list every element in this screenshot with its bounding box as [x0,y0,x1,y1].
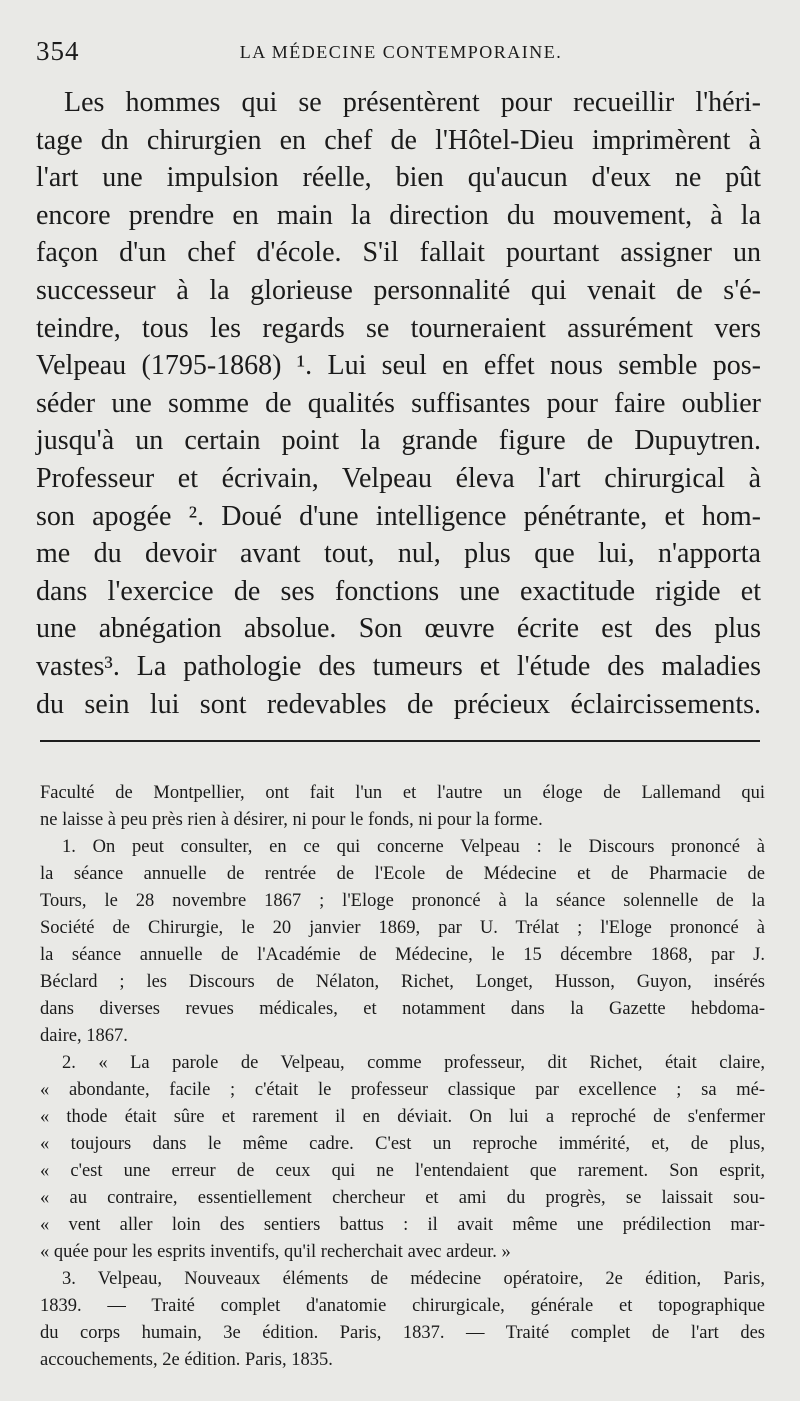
footnote-line: Tours, le 28 novembre 1867 ; l'Eloge prononcé à la séance solennelle de la [40,891,765,911]
footnote-separator [40,740,760,742]
running-head: LA MÉDECINE CONTEMPORAINE. [239,42,563,62]
body-line: me du devoir avant tout, nul, plus que lui, n'apporta [36,538,761,570]
body-line: l'art une impulsion réelle, bien qu'aucun d'eux ne pût [36,162,761,194]
body-line: Professeur et écrivain, Velpeau éleva l'art chirurgical à [36,462,761,494]
footnote-1: 1. On peut consulter, en ce qui concerne Velpeau : le Discours prononcé à [62,837,765,857]
body-line: Velpeau (1795-1868) ¹. Lui seul en effet nous semble pos- [36,350,761,382]
body-line: dans l'exercice de ses fonctions une exactitude rigide et [36,575,761,607]
main-text [36,84,761,723]
footnote-line: Faculté de Montpellier, ont fait l'un et l'autre un éloge de Lallemand qui [40,783,765,803]
footnote-line: la séance annuelle de rentrée de l'Ecole de Médecine et de Pharmacie de [40,864,765,884]
footnote-line: daire, 1867. [40,1026,128,1046]
footnote-line: Béclard ; les Discours de Nélaton, Richet, Longet, Husson, Guyon, insérés [40,972,765,992]
body-line: du sein lui sont redevables de précieux éclaircissements. [36,688,761,720]
body-line: vastes³. La pathologie des tumeurs et l'étude des maladies [36,650,761,682]
body-line: jusqu'à un certain point la grande figure de Dupuytren. [36,425,761,457]
footnote-line: accouchements, 2e édition. Paris, 1835. [40,1350,333,1370]
page-header [36,36,766,76]
body-line: tage dn chirurgien en chef de l'Hôtel-Dieu imprimèrent à [36,124,761,156]
footnotes [40,780,765,1374]
body-line: son apogée ². Doué d'une intelligence pénétrante, et hom- [36,500,761,532]
body-line: façon d'un chef d'école. S'il fallait pourtant assigner un [36,237,761,269]
body-line: teindre, tous les regards se tourneraient assurément vers [36,312,761,344]
footnote-line: « vent aller loin des sentiers battus : il avait même une prédilection mar- [40,1215,765,1235]
footnote-line: « thode était sûre et rarement il en déviait. On lui a reproché de s'enfermer [40,1107,765,1127]
footnote-2: 2. « La parole de Velpeau, comme professeur, dit Richet, était claire, [62,1053,765,1073]
footnote-line: 1839. — Traité complet d'anatomie chirurgicale, générale et topographique [40,1296,765,1316]
footnote-line: « au contraire, essentiellement chercheur et ami du progrès, se laissait sou- [40,1188,765,1208]
body-line: Les hommes qui se présentèrent pour recueillir l'héri- [64,87,761,118]
footnote-line: Société de Chirurgie, le 20 janvier 1869, par U. Trélat ; l'Eloge prononcé à [40,918,765,938]
page-number: 354 [36,36,80,66]
footnote-line: la séance annuelle de l'Académie de Médecine, le 15 décembre 1868, par J. [40,945,765,965]
body-line: une abnégation absolue. Son œuvre écrite est des plus [36,613,761,645]
body-line: successeur à la glorieuse personnalité qui venait de s'é- [36,274,761,306]
footnote-line: du corps humain, 3e édition. Paris, 1837. — Traité complet de l'art des [40,1323,765,1343]
body-line: encore prendre en main la direction du mouvement, à la [36,199,761,231]
footnote-3: 3. Velpeau, Nouveaux éléments de médecine opératoire, 2e édition, Paris, [62,1269,765,1289]
footnote-line: « toujours dans le même cadre. C'est un reproche immérité, et, de plus, [40,1134,765,1154]
footnote-line: ne laisse à peu près rien à désirer, ni pour le fonds, ni pour la forme. [40,810,543,830]
body-line: séder une somme de qualités suffisantes pour faire oublier [36,387,761,419]
footnote-line: dans diverses revues médicales, et notamment dans la Gazette hebdoma- [40,999,765,1019]
footnote-line: « c'est une erreur de ceux qui ne l'entendaient que rarement. Son esprit, [40,1161,765,1181]
footnote-line: « abondante, facile ; c'était le professeur classique par excellence ; sa mé- [40,1080,765,1100]
footnote-line: « quée pour les esprits inventifs, qu'il recherchait avec ardeur. » [40,1242,511,1262]
